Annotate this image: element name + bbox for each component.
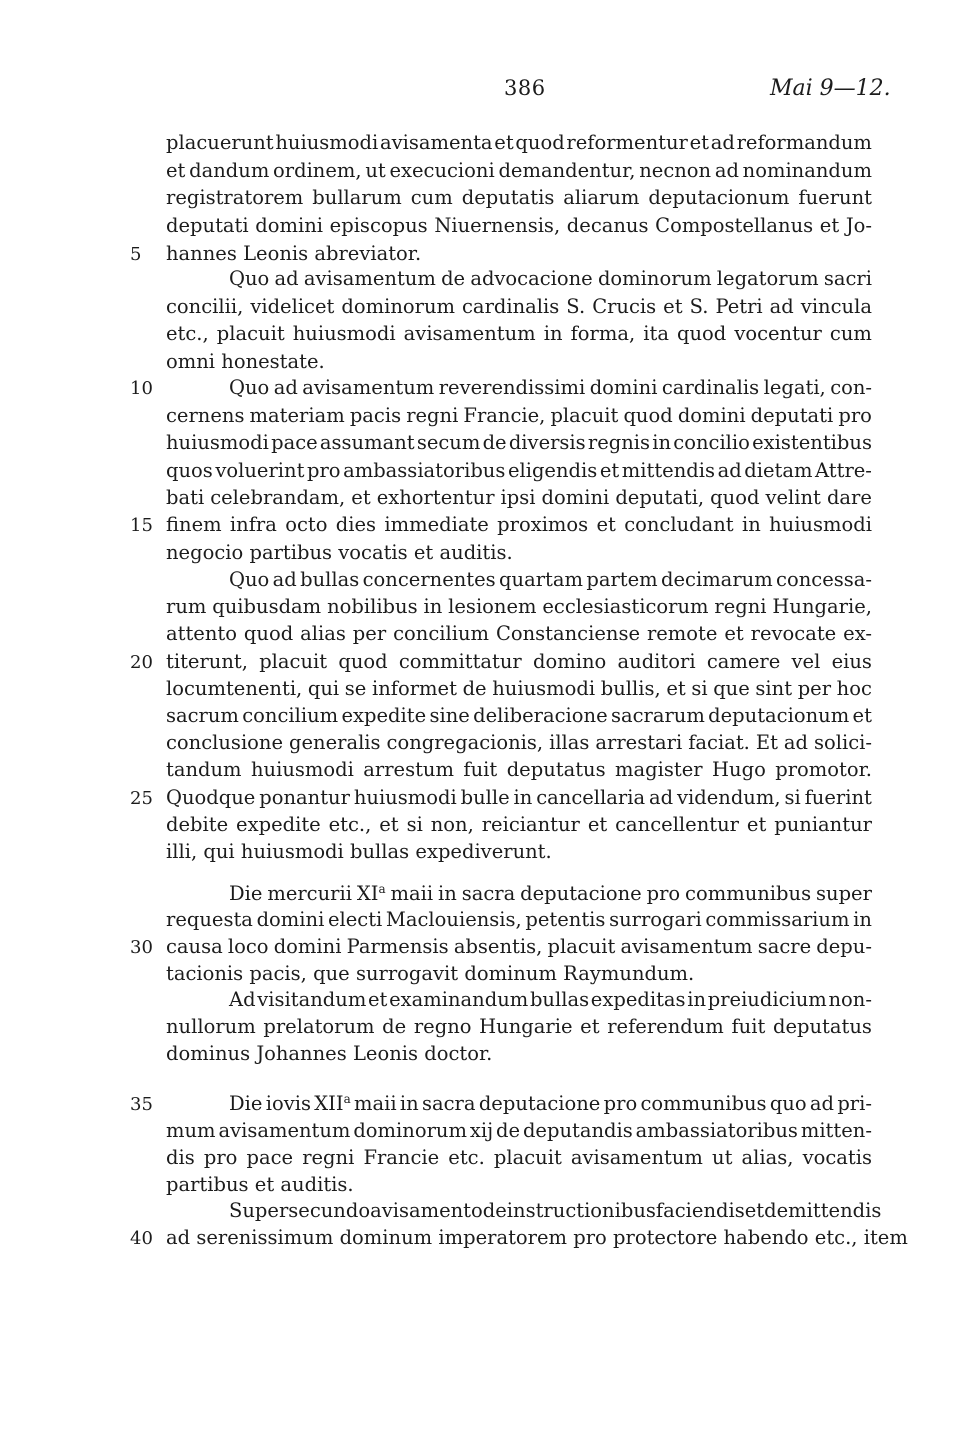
text-line: tandum huiusmodi arrestum fuit deputatus magister Hugo promotor. — [166, 758, 872, 781]
text-line: Quodque ponantur huiusmodi bulle in cancellaria ad videndum, si fuerint — [166, 786, 872, 809]
text-line: dominus Johannes Leonis doctor. — [166, 1042, 493, 1065]
text-line: Die mercurii $XI^a$ maii in sacra deputacione pro communibus super — [229, 882, 872, 905]
line-number: 5 — [130, 244, 142, 265]
text-line: causa loco domini Parmensis absentis, placuit avisamentum sacre depu- — [166, 935, 872, 958]
text-line: Quo ad bullas concernentes quartam partem decimarum concessa- — [229, 568, 872, 591]
text-line: titerunt, placuit quod committatur domino auditori camere vel eius — [166, 650, 872, 673]
text-line: omni honestate. — [166, 350, 325, 373]
text-line: placuerunt huiusmodi avisamenta et quod reformentur et ad reformandum — [166, 131, 872, 154]
text-line: sacrum concilium expedite sine deliberacione sacrarum deputacionum et — [166, 704, 872, 727]
text-line: deputati domini episcopus Niuernensis, decanus Compostellanus et Jo- — [166, 214, 872, 237]
text-line: mum avisamentum dominorum xij de deputandis ambassiatoribus mitten- — [166, 1119, 872, 1142]
text-line: illi, qui huiusmodi bullas expediverunt. — [166, 840, 552, 863]
text-line: dis pro pace regni Francie etc. placuit avisamentum ut alias, vocatis — [166, 1146, 872, 1169]
text-line: et dandum ordinem, ut execucioni demandentur, necnon ad nominandum — [166, 159, 872, 182]
page-header — [0, 76, 960, 108]
text-line: ad serenissimum dominum imperatorem pro protectore habendo etc., item — [166, 1226, 908, 1249]
text-line: finem infra octo dies immediate proximos et concludant in huiusmodi — [166, 513, 872, 536]
text-line: conclusione generalis congregacionis, illas arrestari faciat. Et ad solici- — [166, 731, 872, 754]
line-number: 35 — [130, 1094, 153, 1115]
text-line: nullorum prelatorum de regno Hungarie et referendum fuit deputatus — [166, 1015, 872, 1038]
text-line: tacionis pacis, que surrogavit dominum Raymundum. — [166, 962, 695, 985]
page-number: 386 — [504, 76, 546, 100]
line-number: 20 — [130, 652, 153, 673]
line-number: 30 — [130, 937, 153, 958]
text-line: concilii, videlicet dominorum cardinalis S. Crucis et S. Petri ad vincula — [166, 295, 872, 318]
text-line: rum quibusdam nobilibus in lesionem ecclesiasticorum regni Hungarie, — [166, 595, 872, 618]
text-line: Quo ad avisamentum de advocacione dominorum legatorum sacri — [229, 267, 872, 290]
running-head: Mai 9—12. — [770, 76, 891, 101]
text-line: debite expedite etc., et si non, reiciantur et cancellentur et puniantur — [166, 813, 872, 836]
text-line: cernens materiam pacis regni Francie, placuit quod domini deputati pro — [166, 404, 872, 427]
text-line: Quo ad avisamentum reverendissimi domini cardinalis legati, con- — [229, 376, 872, 399]
line-number: 10 — [130, 378, 153, 399]
text-line: partibus et auditis. — [166, 1173, 354, 1196]
text-line: Super secundo avisamento de instructionibus faciendis et de mittendis — [229, 1199, 882, 1222]
text-line: Die iovis XII$^a$ maii in sacra deputacione pro communibus quo ad pri- — [229, 1092, 872, 1115]
text-line: registratorem bullarum cum deputatis aliarum deputacionum fuerunt — [166, 186, 872, 209]
text-line: etc., placuit huiusmodi avisamentum in forma, ita quod vocentur cum — [166, 322, 872, 345]
line-number: 40 — [130, 1228, 153, 1249]
text-line: Ad visitandum et examinandum bullas expeditas in preiudicium non- — [229, 988, 872, 1011]
text-line: locumtenenti, qui se informet de huiusmodi bullis, et si que sint per hoc — [166, 677, 872, 700]
text-line: quos voluerint pro ambassiatoribus eligendis et mittendis ad dietam Attre- — [166, 459, 872, 482]
text-line: bati celebrandam, et exhortentur ipsi domini deputati, quod velint dare — [166, 486, 872, 509]
line-number: 25 — [130, 788, 153, 809]
text-line: negocio partibus vocatis et auditis. — [166, 541, 513, 564]
text-line: attento quod alias per concilium Constanciense remote et revocate ex- — [166, 622, 872, 645]
text-line: requesta domini electi Maclouiensis, petentis surrogari commissarium in — [166, 908, 872, 931]
line-number: 15 — [130, 515, 153, 536]
text-line: huiusmodi pace assumant secum de diversis regnis in concilio existentibus — [166, 431, 872, 454]
text-line: hannes Leonis abreviator. — [166, 242, 422, 265]
